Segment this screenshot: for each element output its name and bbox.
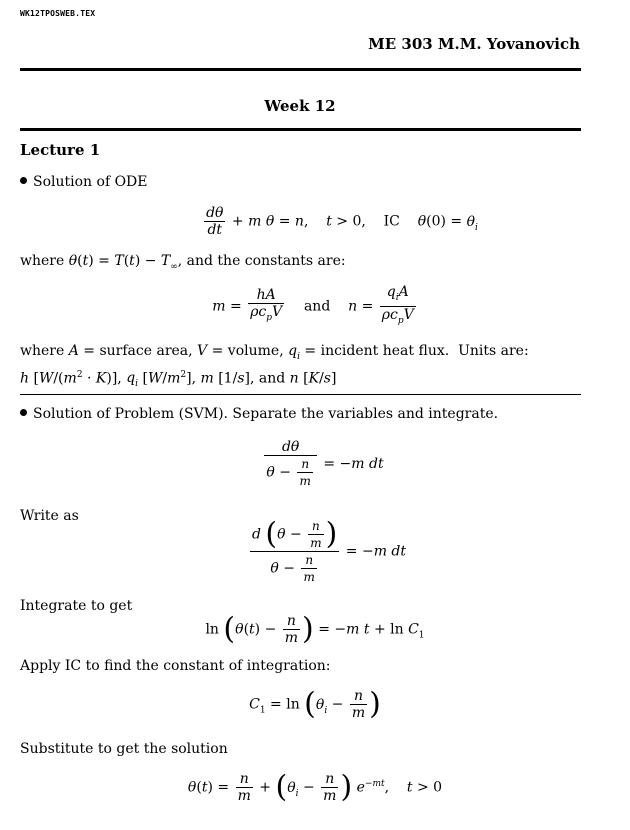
separated-equation: dθ θ − $\frac{n}{m}$ = −m dt: [266, 439, 384, 488]
substitute-text: Substitute to get the solution: [20, 741, 228, 757]
integrated-equation: ln (θ(t) − $\frac{n}{m}$ ) = −m $t + \ln C_1$: [205, 611, 425, 647]
lecture-heading: Lecture 1: [20, 141, 101, 159]
integrate-text: Integrate to get: [20, 598, 133, 614]
where-units: where A = surface area, V = volume, $q_i$ = incident heat flux. Units are: h $[W/(m^2 \cdot K)]$, $q_i$ $[W/m^2]$, m [1/s], and n [K/s]: [20, 343, 529, 390]
bullet-icon: [20, 409, 27, 416]
write-as: Write as: [20, 508, 79, 524]
bullet-ode: [20, 173, 148, 191]
file-tag: WK12TPOSWEB.TEX: [20, 9, 96, 18]
bullet-svm: [20, 405, 498, 423]
solution-equation: θ(t) = $\frac{n}{m}$ + ($\theta_i$ − $\frac{n}{m}$ ) $e^{-mt}$, t > 0: [187, 769, 443, 805]
apply-ic-text: Apply IC to find the constant of integration:: [20, 658, 331, 674]
bullet-svm-text: Solution of Problem (SVM). Separate the variables and integrate.: [33, 406, 499, 422]
week-title: Week 12: [264, 97, 336, 115]
rewritten-equation: d (θ − $\frac{n}{m}$ ) θ − $\frac{n}{m}$ = −m dt: [251, 516, 407, 584]
top-rule: [20, 68, 581, 71]
constants-equation: m = $\frac{hA}{\rho c_pV}$ and n = $\frac{q_iA}{\rho c_pV}$: [212, 284, 414, 326]
section-divider: [20, 394, 581, 395]
course-header: ME 303 M.M. Yovanovich: [368, 35, 580, 53]
constant-equation: $C_1 = \ln (\theta_i$ − $\frac{n}{m}$ ): [249, 686, 381, 722]
bullet-icon: [20, 177, 27, 184]
ode-equation: $\frac{d\theta}{dt}$ + m θ = n, t > 0, IC $\theta(0) = \theta_i$: [206, 205, 478, 238]
bullet-ode-text: Solution of ODE: [33, 174, 148, 190]
where-theta: where $\theta(t) = T(t) - T_\infty$, and the constants are:: [20, 253, 346, 272]
title-rule: [20, 128, 581, 131]
